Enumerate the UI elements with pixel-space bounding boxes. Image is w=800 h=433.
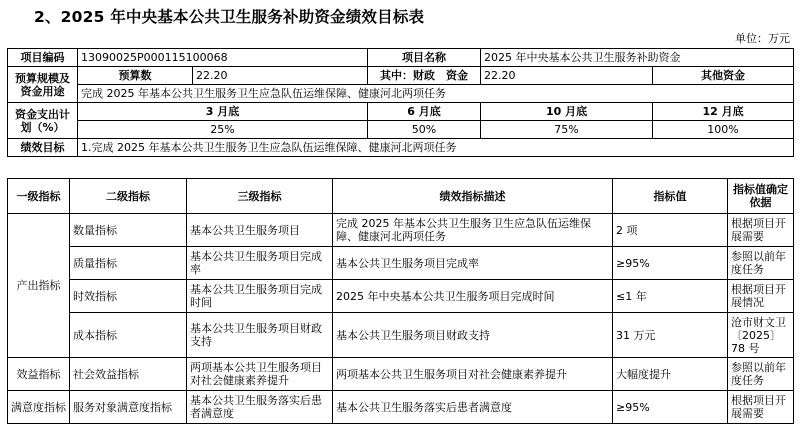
header-cell: 指标值确定依据 xyxy=(728,179,794,214)
plan-value: 75% xyxy=(481,121,653,139)
basis-cell: 参照以前年度任务 xyxy=(728,247,794,280)
fiscal-label: 其中：财政 资金 xyxy=(368,67,481,85)
level2-cell: 时效指标 xyxy=(70,280,187,313)
table-row xyxy=(8,313,794,358)
desc-cell: 基本公共卫生服务落实后患者满意度 xyxy=(333,391,613,424)
plan-value: 100% xyxy=(653,121,794,139)
goal-text: 1.完成 2025 年基本公共卫生服务卫生应急队伍运维保障、健康河北两项任务 xyxy=(78,139,794,157)
page-title: 2、2025 年中央基本公共卫生服务补助资金绩效目标表 xyxy=(34,8,425,26)
other-funds-label: 其他资金 xyxy=(653,67,794,85)
header-cell: 指标值 xyxy=(613,179,728,214)
table-row xyxy=(8,391,794,424)
level3-cell: 基本公共卫生服务项目 xyxy=(187,214,333,247)
table-row xyxy=(8,358,794,391)
level3-cell: 两项基本公共卫生服务项目对社会健康素养提升 xyxy=(187,358,333,391)
level2-cell: 质量指标 xyxy=(70,247,187,280)
value-cell: 31 万元 xyxy=(613,313,728,358)
level1-cell: 满意度指标 xyxy=(8,391,70,424)
plan-value: 50% xyxy=(368,121,481,139)
basis-cell: 参照以前年度任务 xyxy=(728,358,794,391)
header-cell: 二级指标 xyxy=(70,179,187,214)
level3-cell: 基本公共卫生服务项目完成率 xyxy=(187,247,333,280)
level2-cell: 成本指标 xyxy=(70,313,187,358)
project-name: 2025 年中央基本公共卫生服务补助资金 xyxy=(481,49,794,67)
plan-header: 3 月底 xyxy=(78,103,368,121)
desc-cell: 完成 2025 年基本公共卫生服务卫生应急队伍运维保障、健康河北两项任务 xyxy=(333,214,613,247)
level3-cell: 基本公共卫生服务项目财政支持 xyxy=(187,313,333,358)
desc-cell: 两项基本公共卫生服务项目对社会健康素养提升 xyxy=(333,358,613,391)
level3-cell: 基本公共卫生服务落实后患者满意度 xyxy=(187,391,333,424)
budget-count: 22.20 xyxy=(193,67,368,85)
unit-label: 单位：万元 xyxy=(735,32,790,45)
value-cell: 大幅度提升 xyxy=(613,358,728,391)
table-row xyxy=(8,214,794,247)
goal-label: 绩效目标 xyxy=(8,139,78,157)
basis-cell: 沧市财文卫〔2025〕78 号 xyxy=(728,313,794,358)
basis-cell: 根据项目开展需要 xyxy=(728,391,794,424)
table-row xyxy=(8,247,794,280)
project-name-label: 项目名称 xyxy=(368,49,481,67)
value-cell: ≤1 年 xyxy=(613,280,728,313)
basis-cell: 根据项目开展情况 xyxy=(728,280,794,313)
project-code-label: 项目编码 xyxy=(8,49,78,67)
project-info-table xyxy=(7,48,794,157)
basis-cell: 根据项目开展需要 xyxy=(728,214,794,247)
header-cell: 绩效指标描述 xyxy=(333,179,613,214)
level2-cell: 数量指标 xyxy=(70,214,187,247)
plan-header: 10 月底 xyxy=(481,103,653,121)
plan-header: 6 月底 xyxy=(368,103,481,121)
fiscal-value: 22.20 xyxy=(481,67,653,85)
indicator-table xyxy=(7,178,794,424)
value-cell: ≥95% xyxy=(613,247,728,280)
value-cell: ≥95% xyxy=(613,391,728,424)
header-cell: 一级指标 xyxy=(8,179,70,214)
desc-cell: 基本公共卫生服务项目完成率 xyxy=(333,247,613,280)
level3-cell: 基本公共卫生服务项目完成时间 xyxy=(187,280,333,313)
plan-label: 资金支出计划（%） xyxy=(8,103,78,139)
desc-cell: 2025 年中央基本公共卫生服务项目完成时间 xyxy=(333,280,613,313)
budget-label: 预算规模及资金用途 xyxy=(8,67,78,103)
table-row xyxy=(8,280,794,313)
budget-count-label: 预算数 xyxy=(78,67,193,85)
header-cell: 三级指标 xyxy=(187,179,333,214)
level2-cell: 服务对象满意度指标 xyxy=(70,391,187,424)
desc-cell: 基本公共卫生服务项目财政支持 xyxy=(333,313,613,358)
value-cell: 2 项 xyxy=(613,214,728,247)
plan-value: 25% xyxy=(78,121,368,139)
plan-header: 12 月底 xyxy=(653,103,794,121)
project-code: 13090025P000115100068 xyxy=(78,49,368,67)
budget-usage: 完成 2025 年基本公共卫生服务卫生应急队伍运维保障、健康河北两项任务 xyxy=(78,85,794,103)
level1-cell: 效益指标 xyxy=(8,358,70,391)
level2-cell: 社会效益指标 xyxy=(70,358,187,391)
level1-cell: 产出指标 xyxy=(8,214,70,358)
